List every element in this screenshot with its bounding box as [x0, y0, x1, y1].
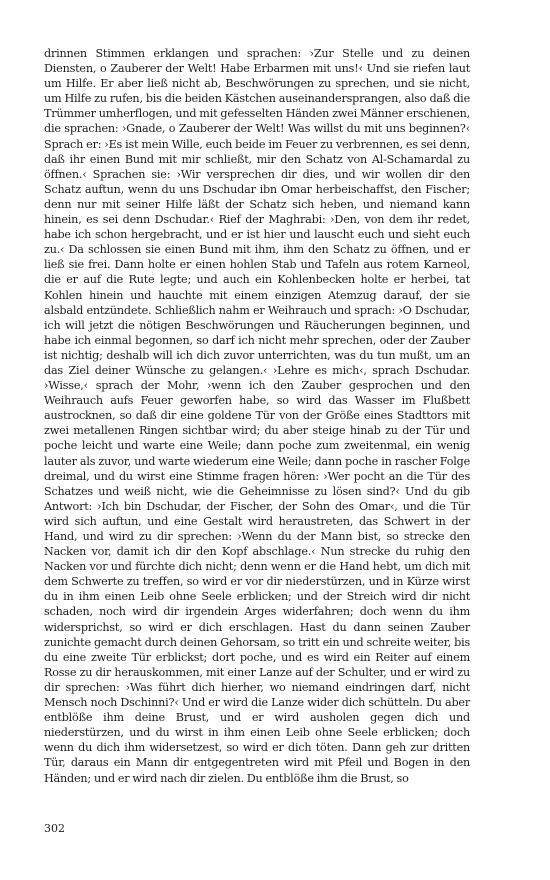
- body-text: drinnen Stimmen erklangen und sprachen: ›Zur Stelle und zu deinen Diensten, o Zauberer der Welt! Habe Erbarmen mit uns!‹ Und sie riefen laut um Hilfe. Er aber ließ nicht ab, Beschwörungen zu sprechen, und sie nicht, um Hilfe zu rufen, bis die beiden Kästchen auseinandersprangen, also daß die Trümmer umherflogen, und mit gefesselten Händen zwei Männer erschienen, die sprachen: ›Gnade, o Zauberer der Welt! Was willst du mit uns beginnen?‹ Sprach er: ›Es ist mein Wille, euch beide im Feuer zu verbrennen, es sei denn, daß ihr einen Bund mit mir schließt, mir den Schatz von Al-Schamardal zu öffnen.‹ Sprachen sie: ›Wir versprechen dir dies, und wir wollen dir den Schatz auftun, wenn du uns Dschudar ibn Omar herbeischaffst, den Fischer; denn nur mit seiner Hilfe läßt der Schatz sich heben, und niemand kann hinein, es sei denn Dschudar.‹ Rief der Maghrabi: ›Den, von dem ihr redet, habe ich schon hergebracht, und er ist hier und lauscht euch und sieht euch zu.‹ Da schlossen sie einen Bund mit ihm, ihm den Schatz zu öffnen, und er ließ sie frei. Dann holte er einen hohlen Stab und Tafeln aus rotem Karneol, die er auf die Rute legte; und auch ein Kohlenbecken holte er herbei, tat Kohlen hinein und hauchte mit einem einzigen Atemzug darauf, der sie alsbald entzündete. Schließlich nahm er Weihrauch und sprach: ›O Dschudar, ich will jetzt die nötigen Beschwörungen und Räucherungen beginnen, und habe ich einmal begonnen, so darf ich nicht mehr sprechen, oder der Zauber ist nichtig; deshalb will ich dich zuvor unterrichten, was du tun mußt, um an das Ziel deiner Wünsche zu gelangen.‹ ›Lehre es mich‹, sprach Dschudar. ›Wisse,‹ sprach der Mohr, ›wenn ich den Zauber gesprochen und den Weihrauch aufs Feuer geworfen habe, so wird das Wasser im Flußbett austrocknen, so daß dir eine goldene Tür von der Größe eines Stadttors mit zwei metallenen Ringen sichtbar wird; du aber steige hinab zu der Tür und poche leicht und warte eine Weile; dann poche zum zweitenmal, ein wenig lauter als zuvor, und warte wiederum eine Weile; dann poche in rascher Folge dreimal, und du wirst eine Stimme fragen hören: ›Wer pocht an die Tür des Schatzes und weiß nicht, wie die Geheimnisse zu lösen sind?‹ Und du gib Antwort: ›Ich bin Dschudar, der Fischer, der Sohn des Omar‹, und die Tür wird sich auftun, und eine Gestalt wird heraustreten, das Schwert in der Hand, und wird zu dir sprechen: ›Wenn du der Mann bist, so strecke den Nacken vor, damit ich dir den Kopf abschlage.‹ Nun strecke du ruhig den Nacken vor und fürchte dich nicht; denn wenn er die Hand hebt, um dich mit dem Schwerte zu treffen, so wird er vor dir niederstürzen, und in Kürze wirst du in ihm einen Leib ohne Seele erblicken; und der Streich wird dir nicht schaden, noch wird dir irgendein Arges widerfahren; doch wenn du ihm widersprichst, so wird er dich erschlagen. Hast du dann seinen Zauber zunichte gemacht durch deinen Gehorsam, so tritt ein und schreite weiter, bis du eine zweite Tür erblickst; dort poche, und es wird ein Reiter auf einem Rosse zu dir herauskommen, mit einer Lanze auf der Schulter, und er wird zu dir sprechen: ›Was führt dich hierher, wo niemand eindringen darf, nicht Mensch noch Dschinni?‹ Und er wird die Lanze wider dich schütteln. Du aber entblöße ihm deine Brust, und er wird ausholen gegen dich und niederstürzen, und du wirst in ihm einen Leib ohne Seele erblicken; doch wenn du dich ihm widersetzest, so wird er dich töten. Dann geh zur dritten Tür, daraus ein Mann dir entgegentreten wird mit Pfeil und Bogen in den Händen; und er wird nach dir zielen. Du entblöße ihm die Brust, so: [44, 47, 470, 785]
- page-number: 302: [44, 822, 65, 835]
